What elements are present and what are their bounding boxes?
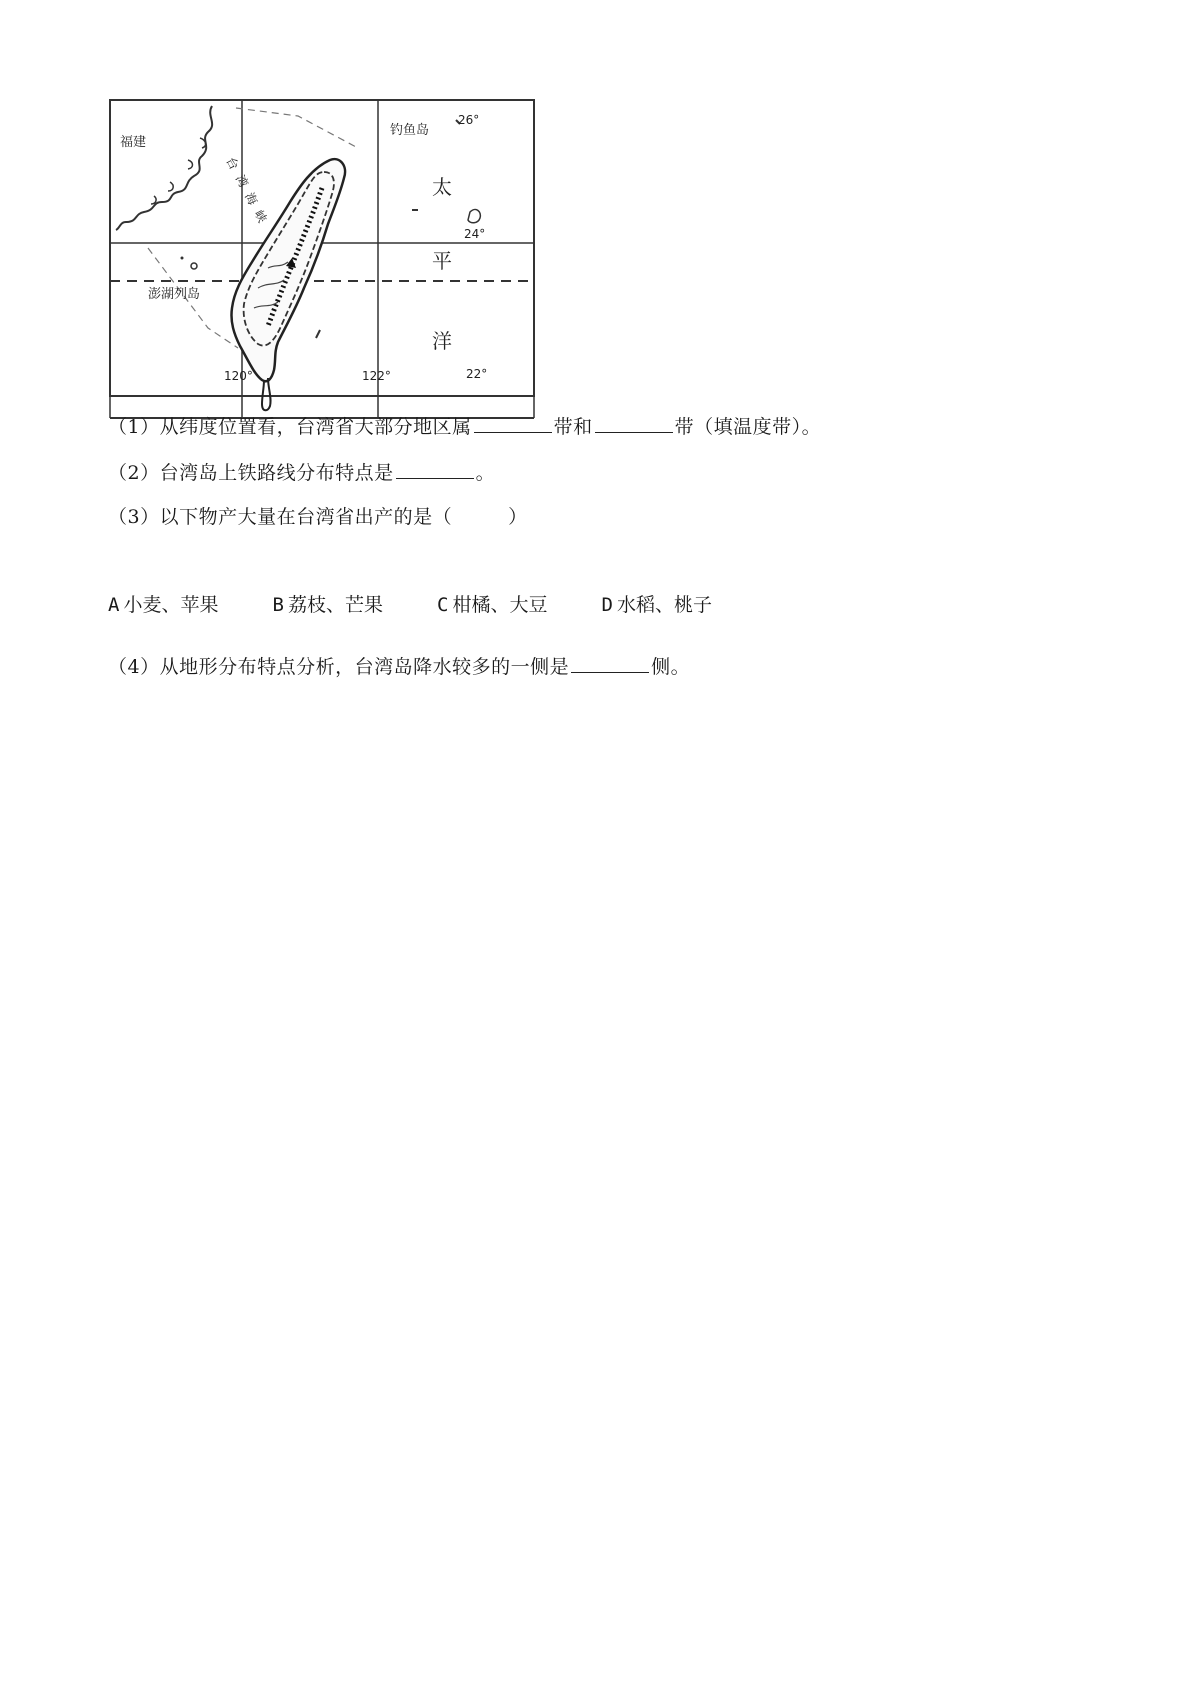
label-strait: 台湾海峡 <box>223 154 274 233</box>
option-a[interactable] <box>108 592 218 618</box>
label-diaoyu: 钓鱼岛 <box>390 123 430 138</box>
map-frame <box>110 100 534 396</box>
option-a-letter: A <box>108 594 120 616</box>
q4-prefix: （4）从地形分布特点分析，台湾岛降水较多的一侧是 <box>108 656 570 678</box>
boundary-dash-top <box>236 108 358 148</box>
q1-suffix: 带（填温度带）。 <box>674 416 822 438</box>
label-penghu: 澎湖列岛 <box>148 287 201 302</box>
label-pacific-3: 洋 <box>432 329 452 353</box>
fujian-coastline <box>116 106 212 230</box>
option-c-letter: C <box>437 594 449 616</box>
question-4 <box>108 654 690 680</box>
label-lat-22: 22° <box>466 367 488 381</box>
label-pacific-2: 平 <box>432 249 452 273</box>
q1-mid: 带和 <box>553 416 593 438</box>
option-b[interactable] <box>273 592 383 618</box>
option-d-text: 水稻、桃子 <box>617 594 713 616</box>
q3-suffix: ） <box>508 506 528 528</box>
option-b-letter: B <box>272 594 284 616</box>
option-d[interactable] <box>602 592 712 618</box>
taiwan-map-svg <box>108 98 538 433</box>
taiwan-south-tip <box>262 378 271 410</box>
q3-options <box>108 592 760 618</box>
label-fujian: 福建 <box>120 135 147 150</box>
fujian-coast-islets <box>151 138 206 204</box>
question-3 <box>108 504 528 530</box>
ryukyu-islet <box>468 210 480 223</box>
taiwan-map-figure <box>108 98 538 433</box>
label-lat-26: 26° <box>458 113 480 127</box>
q2-suffix: 。 <box>475 462 496 484</box>
q1-blank-1[interactable] <box>474 414 552 433</box>
green-island-mark <box>316 330 320 338</box>
option-d-letter: D <box>601 594 613 616</box>
q1-prefix: （1）从纬度位置看，台湾省大部分地区属 <box>108 416 472 438</box>
label-lon-120: 120° <box>224 369 253 383</box>
q4-suffix: 侧。 <box>651 656 691 678</box>
label-lon-122: 122° <box>362 369 391 383</box>
q4-blank[interactable] <box>571 654 649 673</box>
label-lat-24: 24° <box>464 227 486 241</box>
question-2 <box>108 460 495 486</box>
q2-prefix: （2）台湾岛上铁路线分布特点是 <box>108 462 394 484</box>
label-pacific-1: 太 <box>432 175 452 199</box>
q2-blank[interactable] <box>396 460 474 479</box>
option-b-text: 荔枝、芒果 <box>287 594 383 616</box>
option-c-text: 柑橘、大豆 <box>452 594 548 616</box>
question-1 <box>108 414 821 440</box>
q1-blank-2[interactable] <box>595 414 673 433</box>
option-c[interactable] <box>437 592 547 618</box>
penghu-islet <box>191 263 197 269</box>
q3-prefix: （3）以下物产大量在台湾省出产的是（ <box>108 506 453 528</box>
label-strait-group <box>223 154 274 232</box>
option-a-text: 小麦、苹果 <box>123 594 219 616</box>
